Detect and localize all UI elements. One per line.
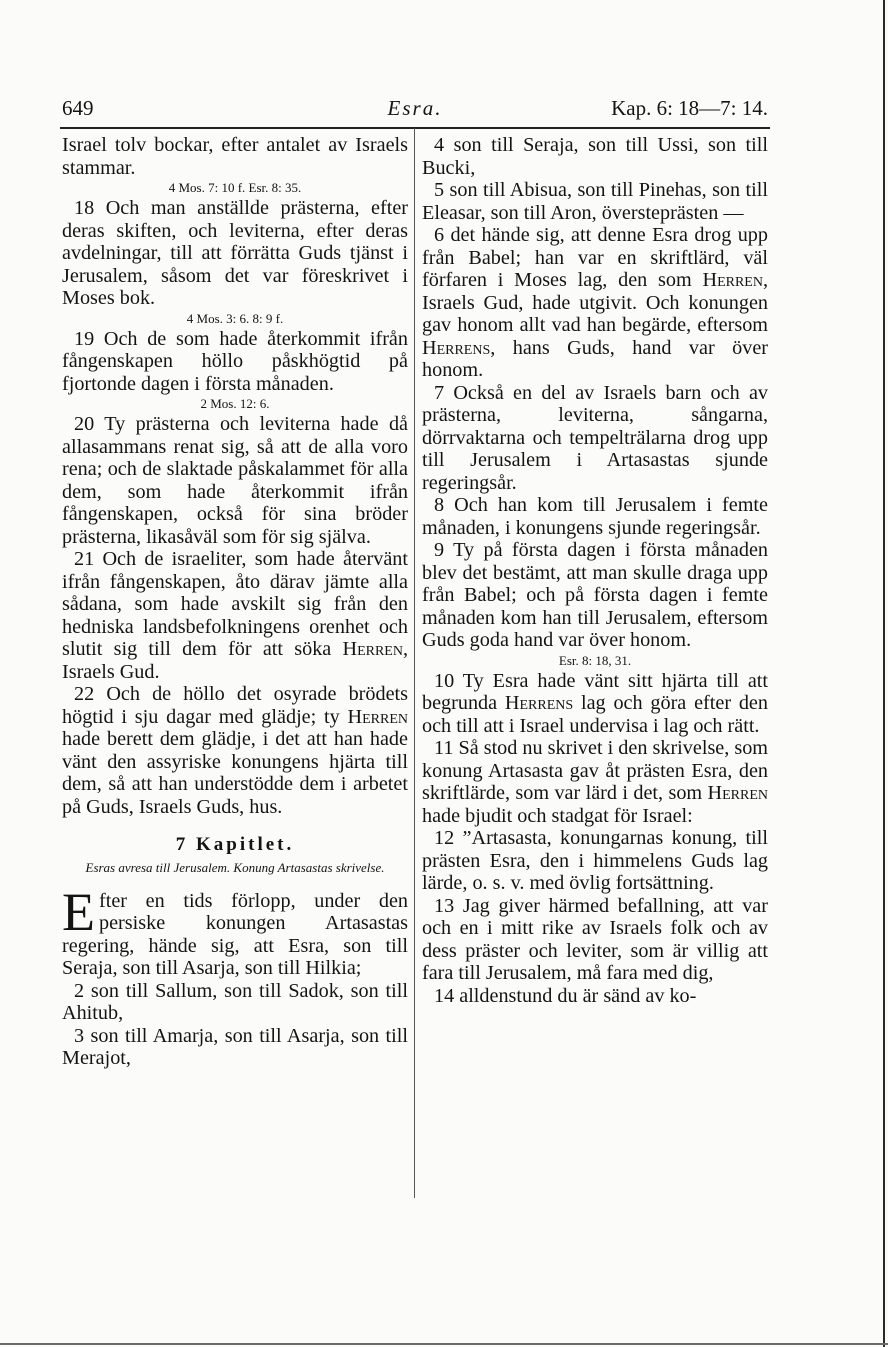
verse-22: 22 Och de höllo det osyrade brödets högtid i sju dagar med glädje; ty Herren hade berett dem glädje, i det att han hade vänt den assyriske konungens hjärta till dem, så att han understödde dem i arbetet på Guds, Israels Guds, hus. bbox=[62, 683, 408, 818]
verse-3: 3 son till Amarja, son till Asarja, son till Merajot, bbox=[62, 1024, 408, 1069]
verse-18: 18 Och man anställde prästerna, efter deras skiften, och leviterna, efter deras avdelningar, till att förrätta Guds tjänst i Jerusalem, såsom det var föreskrivet i Moses bok. bbox=[62, 197, 408, 309]
cross-reference: 4 Mos. 3: 6. 8: 9 f. bbox=[186, 310, 284, 326]
verse-20: 20 Ty prästerna och leviterna hade då allasammans renat sig, så att de alla voro rena; och de slaktade påskalammet för alla dem, som hade återkommit ifrån fångenskapen, också för sina bröder prästerna, likasåväl som för sig själva. bbox=[62, 413, 408, 548]
chapter-reference: Kap. 6: 18—7: 14. bbox=[611, 96, 768, 120]
page-edge-right bbox=[883, 0, 885, 1347]
left-column bbox=[62, 134, 408, 1070]
book-title: Esra. bbox=[387, 96, 443, 120]
verse-7: 7 Också en del av Israels barn och av prästerna, leviterna, sångarna, dörrvaktarna och tempelträlarna drog upp till Jerusalem i Artasastas sjunde regeringsår. bbox=[422, 381, 768, 494]
verse-14: 14 alldenstund du är sänd av ko- bbox=[434, 984, 697, 1007]
verse-13: 13 Jag giver härmed befallning, att var och en i mitt rike av Israels folk och av dess präster och leviter, som är villig att fara till Jerusalem, må fara med dig, bbox=[422, 894, 768, 984]
verse-1: Efter en tids förlopp, under den persiske konungen Artasastas regering, hände sig, att Esra, son till Seraja, son till Asarja, son till Hilkia; bbox=[62, 881, 408, 979]
chapter-summary: Esras avresa till Jerusalem. Konung Artasastas skrivelse. bbox=[85, 859, 385, 875]
verse-9: 9 Ty på första dagen i första månaden blev det bestämt, att man skulle draga upp från Babel; och på första dagen i femte månaden kom han till Jerusalem, eftersom Guds goda hand var över honom. bbox=[422, 539, 768, 651]
page-edge-bottom bbox=[0, 1343, 888, 1345]
page-number: 649 bbox=[62, 96, 94, 120]
verse-2: 2 son till Sallum, son till Sadok, son till Ahitub, bbox=[62, 979, 408, 1024]
verse-5: 5 son till Abisua, son till Pinehas, son till Eleasar, son till Aron, översteprästen — bbox=[422, 179, 768, 224]
chapter-heading: 7 Kapitlet. bbox=[175, 834, 295, 855]
verse-11: 11 Så stod nu skrivet i den skrivelse, som konung Artasasta gav åt prästen Esra, den skriftlärde, som var lärd i det, som Herren hade bjudit och stadgat för Israel: bbox=[422, 737, 769, 827]
verse-19: 19 Och de som hade återkommit ifrån fångenskapen höllo påskhögtid på fjortonde dagen i första månaden. bbox=[62, 327, 408, 395]
column-divider bbox=[414, 128, 415, 1198]
verse-8: 8 Och han kom till Jerusalem i femte månaden, i konungens sjunde regeringsår. bbox=[422, 494, 768, 539]
drop-cap: E bbox=[62, 881, 95, 942]
verse-6: 6 det hände sig, att denne Esra drog upp från Babel; han var en skriftlärd, väl förfaren i Moses lag, den som Herren, Israels Gud, hade utgivit. Och konungen gav honom allt vad han begärde, eftersom Herrens, hans Guds, hand var över honom. bbox=[422, 224, 768, 381]
verse-21: 21 Och de israeliter, som hade återvänt ifrån fångenskapen, åto därav jämte alla sådana, som hade avskilt sig från den hedniska landsbefolkningens orenhet och slutit sig till dem för att söka Herren, Israels Gud. bbox=[62, 548, 408, 683]
header-rule bbox=[60, 127, 770, 129]
cross-reference: 2 Mos. 12: 6. bbox=[200, 396, 270, 411]
cross-reference: Esr. 8: 18, 31. bbox=[558, 652, 632, 668]
right-column bbox=[422, 134, 768, 1007]
verse-4: 4 son till Seraja, son till Ussi, son till Bucki, bbox=[422, 134, 768, 179]
verse-12: 12 ”Artasasta, konungarnas konung, till prästen Esra, den i himmelens Guds lag lärde, o. s. v. med övlig fortsättning. bbox=[422, 827, 768, 894]
running-header bbox=[62, 96, 768, 128]
verse-17-end: Israel tolv bockar, efter antalet av Israels stammar. bbox=[62, 134, 408, 179]
verse-10: 10 Ty Esra hade vänt sitt hjärta till att begrunda Herrens lag och göra efter den och till att i Israel undervisa i lag och rätt. bbox=[422, 669, 768, 737]
cross-reference: 4 Mos. 7: 10 f. Esr. 8: 35. bbox=[168, 180, 302, 195]
